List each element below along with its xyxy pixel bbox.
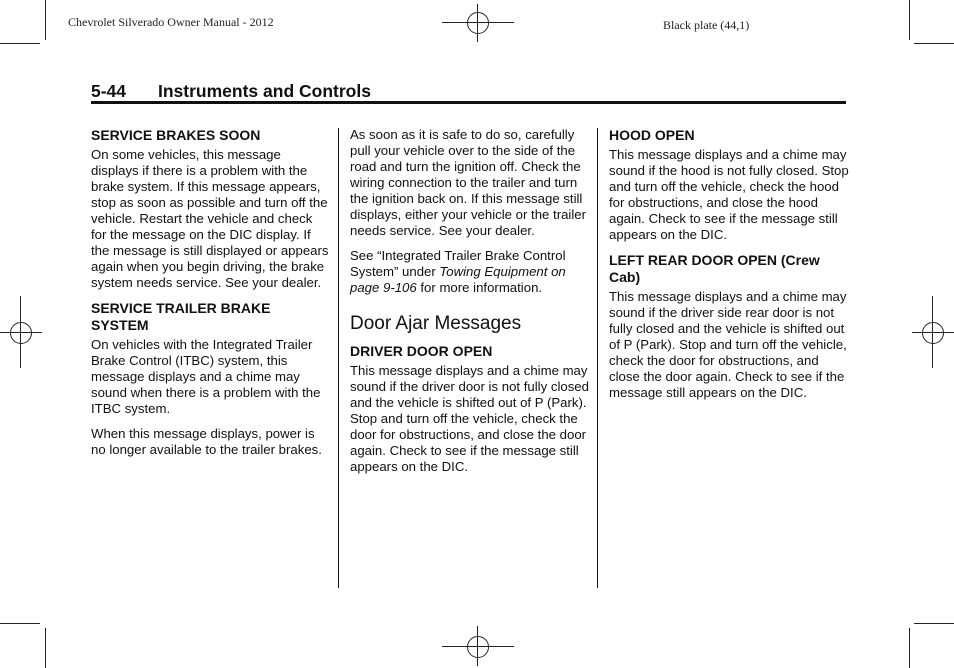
heading-service-trailer-brake-system: SERVICE TRAILER BRAKE SYSTEM (91, 300, 271, 333)
registration-mark-top (442, 4, 514, 42)
cross-reference-link[interactable]: Towing Equipment on page 9-106 (350, 264, 566, 295)
heading-driver-door-open: DRIVER DOOR OPEN (350, 343, 493, 359)
paragraph (350, 248, 590, 296)
crop-mark (909, 628, 910, 668)
paragraph-text: See “Integrated Trailer Brake Control System” under (350, 248, 566, 279)
registration-mark-bottom (442, 626, 514, 666)
column-divider (597, 128, 598, 588)
heading-door-ajar-messages: Door Ajar Messages (350, 313, 522, 334)
paragraph: This message displays and a chime may sound if the driver door is not fully closed and the vehicle is shifted out of P (Park). Stop and turn off the vehicle, check the door for obstructions, and close the door again. Check to see if the message still appears on the DIC. (350, 363, 589, 474)
paragraph-text: for more information. (416, 280, 543, 295)
registration-mark-right (912, 296, 954, 368)
paragraph: This message displays and a chime may sound if the driver side rear door is not fully closed and the vehicle is shifted out of P (Park). Stop and turn off the vehicle, check the door for obstructions, and close the door again. Check to see if the message still appears on the DIC. (609, 289, 847, 400)
plate-label: Black plate (44,1) (663, 18, 750, 32)
column-1 (91, 127, 331, 467)
column-3 (609, 127, 849, 410)
section-name: Instruments and Controls (158, 81, 371, 101)
registration-mark-left (0, 296, 42, 368)
paragraph: On some vehicles, this message displays if there is a problem with the brake system. If this message appears, stop as soon as possible and turn off the vehicle. Restart the vehicle and check for the message on the DIC display. If the message is still displayed or appears again when you begin driving, the brake system needs service. See your dealer. (91, 147, 329, 290)
heading-service-brakes-soon: SERVICE BRAKES SOON (91, 127, 261, 143)
manual-title: Chevrolet Silverado Owner Manual - 2012 (68, 15, 274, 29)
crop-mark (0, 623, 40, 624)
paragraph: This message displays and a chime may sound if the hood is not fully closed. Stop and turn off the vehicle, check the hood for obstructions, and close the hood again. Check to see if the message still appears on the DIC. (609, 147, 849, 242)
paragraph: As soon as it is safe to do so, carefully pull your vehicle over to the side of the road and turn the ignition off. Check the wiring connection to the trailer and turn the ignition back on. If this message still displays, either your vehicle or the trailer needs service. See your dealer. (350, 127, 587, 238)
crop-mark (914, 43, 954, 44)
paragraph: On vehicles with the Integrated Trailer Brake Control (ITBC) system, this message displays and a chime may sound when there is a problem with the ITBC system. (91, 337, 321, 416)
heading-hood-open: HOOD OPEN (609, 127, 695, 143)
crop-mark (914, 623, 954, 624)
title-rule (91, 101, 846, 104)
crop-mark (909, 0, 910, 40)
heading-left-rear-door-open: LEFT REAR DOOR OPEN (Crew Cab) (609, 252, 820, 285)
crop-mark (45, 628, 46, 668)
crop-mark (45, 0, 46, 40)
paragraph: When this message displays, power is no longer available to the trailer brakes. (91, 426, 322, 457)
page-number: 5-44 (91, 81, 127, 101)
column-2 (350, 127, 590, 484)
page-title (91, 81, 371, 102)
crop-mark (0, 43, 40, 44)
column-divider (338, 128, 339, 588)
